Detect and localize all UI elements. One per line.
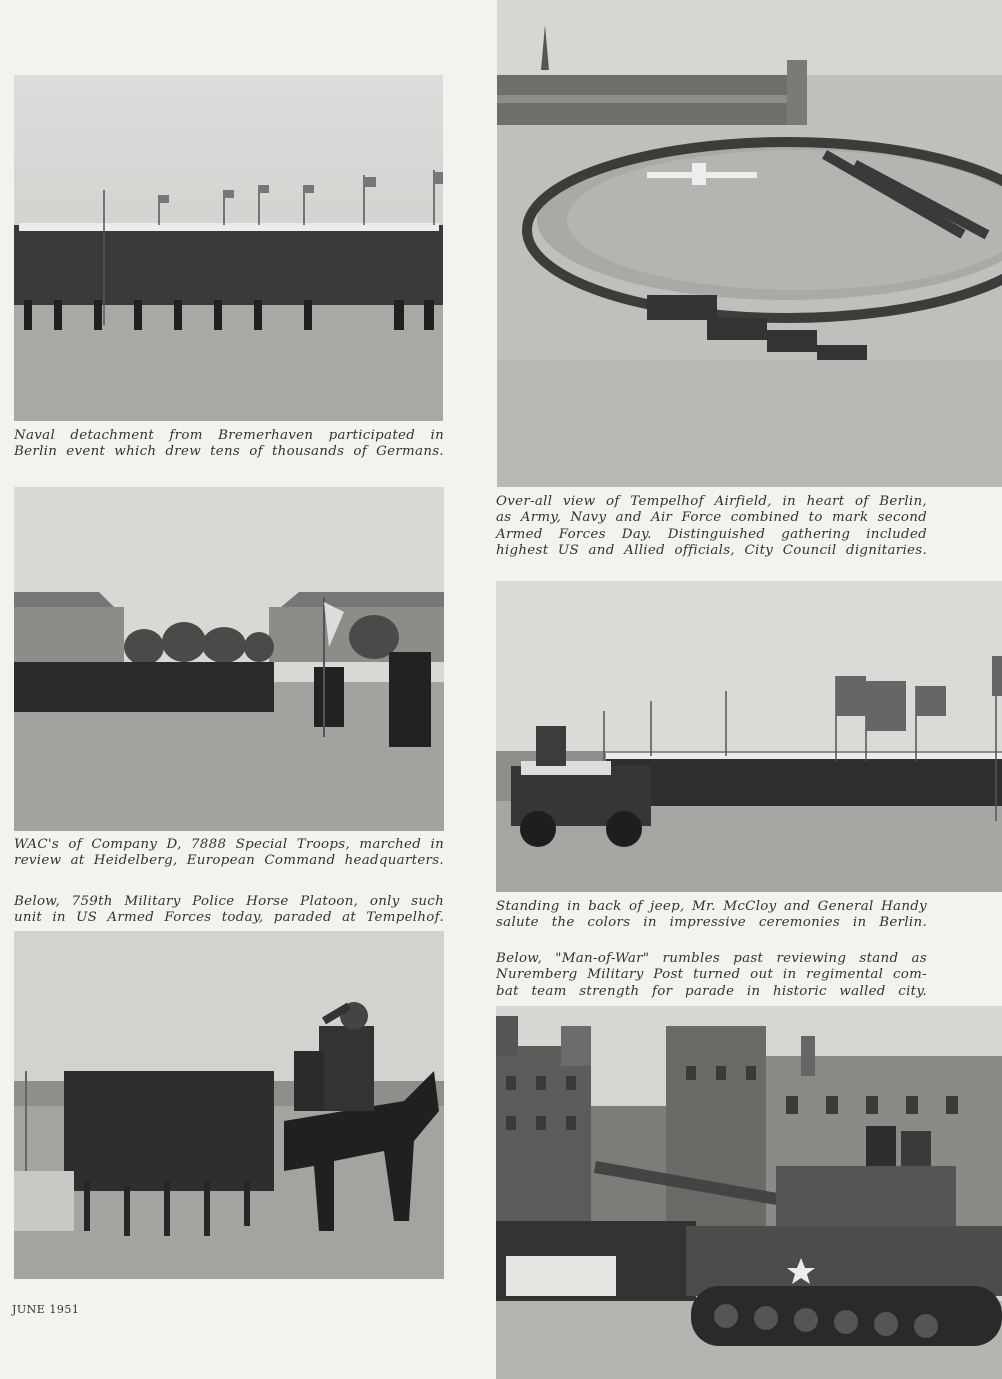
caption-naval: Naval detachment from Bremerhaven participated in Berlin event which drew tens of thousands of Germans. bbox=[14, 428, 444, 460]
page-folio: JUNE 1951 bbox=[12, 1303, 80, 1316]
photo-wac-review bbox=[14, 487, 444, 831]
photo-naval-detachment bbox=[14, 75, 443, 421]
photo-tempelhof-airfield bbox=[497, 0, 1002, 487]
tank-photo-image bbox=[496, 1006, 1002, 1379]
photo-horse-platoon bbox=[14, 931, 444, 1279]
tempelhof-photo-image bbox=[497, 0, 1002, 487]
caption-horse: Below, 759th Military Police Horse Platoon, only such unit in US Armed Forces today, paraded at Tempelhof. bbox=[14, 894, 444, 926]
caption-tempelhof: Over-all view of Tempelhof Airfield, in heart of Berlin, as Army, Navy and Air Force combined to mark second Armed Forces Day. Distinguished gathering included highest US and Allied officials, City Council dignitaries. bbox=[496, 494, 927, 558]
horse-photo-image bbox=[14, 931, 444, 1279]
photo-tank-man-of-war bbox=[496, 1006, 1002, 1379]
naval-photo-image bbox=[14, 75, 443, 421]
caption-wac: WAC's of Company D, 7888 Special Troops, marched in review at Heidelberg, European Command headquarters. bbox=[14, 837, 444, 869]
photo-jeep-salute bbox=[496, 581, 1002, 892]
wac-photo-image bbox=[14, 487, 444, 831]
caption-tank: Below, "Man-of-War" rumbles past reviewing stand as Nuremberg Military Post turned out in regimental com- bat team strength for parade in historic walled city. bbox=[496, 951, 927, 999]
caption-jeep: Standing in back of jeep, Mr. McCloy and General Handy salute the colors in impressive ceremonies in Berlin. bbox=[496, 899, 927, 931]
jeep-photo-image bbox=[496, 581, 1002, 892]
